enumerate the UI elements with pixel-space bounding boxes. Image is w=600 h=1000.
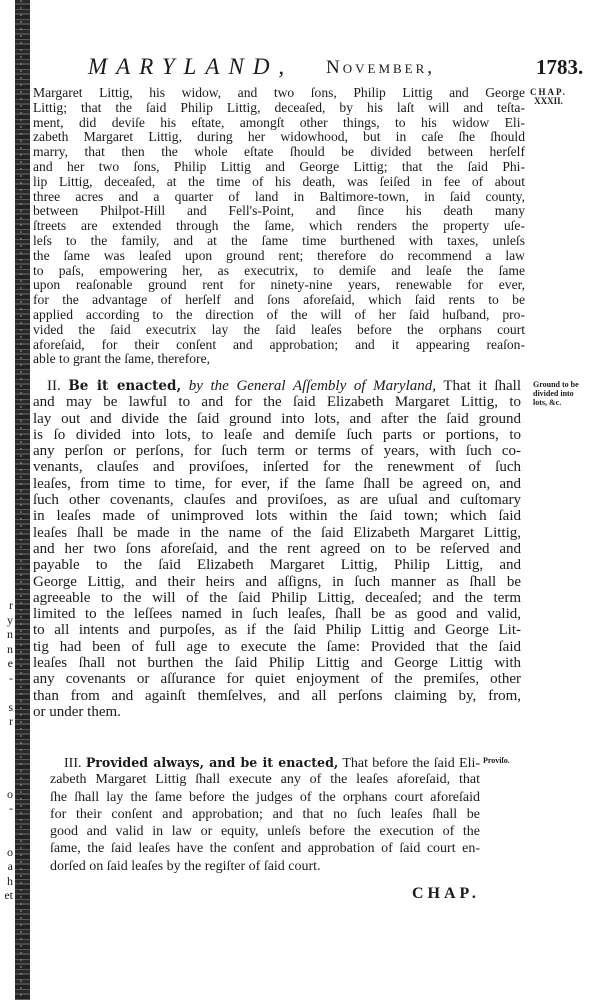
text-line: the ſame was leaſed upon ground rent; therefore do recommend a law: [33, 248, 525, 263]
text-line: any covenants or aſſurance for quiet enjoyment of the premiſes, other: [33, 671, 521, 688]
text-line: upon reaſonable ground rent for ninety-nine years, renewable for ever,: [33, 278, 525, 293]
fragment-letter: n: [7, 627, 13, 641]
fragment-letter: [1, 816, 13, 831]
margin-note-line: lots, &c.: [533, 398, 562, 407]
text-line: any perſon or perſons, for ſuch term or terms of years, with ſuch co-: [33, 443, 521, 460]
text-line: ſhe ſhall lay the ſame before the judges of the orphans court aforeſaid: [50, 789, 480, 805]
section-number: III.: [64, 756, 82, 771]
fragment-letter: -: [9, 670, 13, 685]
text-line: aforeſaid, for their conſent and approbation; and it appearing reaſon-: [33, 337, 525, 352]
fragment-letter: y: [7, 612, 13, 627]
text-line: zabeth Margaret Littig ſhall execute any of the leaſes aforeſaid, that: [50, 772, 480, 788]
text-line: ſuch other covenants, clauſes and proviſoes, as are uſual and cuſtomary: [33, 492, 521, 509]
text-line: George Littig, and their heirs and aſſigns, in ſuch manner as ſhall be: [33, 573, 521, 590]
preamble-paragraph: [33, 86, 525, 367]
text-line: leaſes ſhall not burthen the ſaid Philip Littig and George Littig with: [33, 655, 521, 672]
section-3-paragraph: [50, 754, 480, 875]
text-line: three acres and a quarter of land in Baltimore-town, in ſaid county,: [33, 189, 525, 204]
section-2-paragraph: [33, 378, 521, 720]
first-line-rest: That before the ſaid Eli-: [342, 756, 480, 771]
fragment-letter: [1, 758, 13, 773]
text-line: lay out and divide the ſaid ground into lots, and after the ſaid ground: [33, 410, 521, 427]
chapter-number: XXXII.: [534, 96, 563, 106]
text-line: between Philpot-Hill and Fell's-Point, and ſince his death many: [33, 204, 525, 219]
fragment-letter: o: [7, 844, 13, 859]
fragment-letter: a: [7, 859, 13, 873]
fragment-letter: s: [8, 699, 13, 714]
text-line: vided the ſaid executrix lay the ſaid leaſes before the orphans court: [33, 322, 525, 337]
text-line: applied according to the direction of the will of her ſaid huſband, pro-: [33, 307, 525, 322]
book-binding-gutter: [15, 0, 30, 1000]
text-line: leaſes, from time to time, for ever, if the ſame ſhall be agreed on, and: [33, 475, 521, 492]
fragment-letter: [1, 685, 13, 700]
fragment-letter: [1, 772, 13, 787]
text-line: for the advantage of herſelf and ſons aforeſaid, which ſaid rents to be: [33, 293, 525, 308]
text-line: and her two ſons, Philip Littig and George Littig; that the ſaid Phi-: [33, 159, 525, 174]
fragment-letter: r: [9, 598, 13, 612]
text-line: and her two ſons aforeſaid, and the rent agreed on to be reſerved and: [33, 540, 521, 557]
enacting-words: Provided always, and be it enacted,: [85, 755, 339, 770]
text-line: good and valid in law or equity, unleſs before the execution of the: [50, 824, 480, 840]
text-line: Margaret Littig, his widow, and two ſons, Philip Littig and George: [33, 86, 525, 100]
text-line: leaſes ſhall be made in the name of the ſaid Elizabeth Margaret Littig,: [33, 524, 521, 541]
fragment-letter: e: [7, 656, 13, 670]
running-header: [88, 54, 588, 82]
fragment-letter: [1, 830, 13, 845]
fragment-letter: h: [7, 873, 13, 888]
fragment-letter: o: [7, 786, 13, 801]
fragment-letter: [1, 729, 13, 744]
section-number: II.: [47, 378, 61, 394]
text-line: payable to the ſaid Elizabeth Margaret Littig, Philip Littig, and: [33, 557, 521, 574]
section-2-first-line: [33, 378, 521, 394]
catchword: CHAP.: [412, 885, 480, 902]
text-line: lip Littig, deceaſed, at the time of his death, was ſeiſed in fee of about: [33, 174, 525, 189]
text-line: Littig; that the ſaid Philip Littig, deceaſed, by his laſt will and teſta-: [33, 100, 525, 115]
text-line: ment, did deviſe his eſtate, amongſt other things, to his widow Eli-: [33, 115, 525, 130]
text-line: limited to the leſſees named in ſuch leaſes, ſhall be as good and valid,: [33, 606, 521, 623]
text-line: is ſo divided into lots, to leaſe and demiſe ſuch parts or portions, to: [33, 426, 521, 443]
fragment-letter: n: [7, 641, 13, 656]
text-line: dorſed on ſaid leaſes by the regiſter of ſaid court.: [50, 858, 321, 874]
text-line: zabeth Margaret Littig, during her widowhood, but in caſe ſhe ſhould: [33, 130, 525, 145]
header-year: 1783.: [536, 55, 584, 79]
text-line: leſs to the family, and at the ſame time burthened with taxes, unleſs: [33, 233, 525, 248]
text-line: ſame, the ſaid leaſes have the conſent and approbation of ſaid court en-: [50, 841, 480, 857]
chapter-marker: [530, 88, 567, 106]
enacting-words: Be it enacted,: [68, 378, 182, 394]
fragment-letter: [1, 743, 13, 758]
chapter-label: CHAP.: [530, 87, 567, 97]
text-line: able to grant the ſame, therefore,: [33, 352, 211, 367]
section-3-first-line: [50, 754, 480, 771]
fragment-letter: r: [9, 714, 13, 728]
margin-note-line: Ground to be: [533, 380, 579, 389]
text-line: to paſs, empowering her, as executrix, to demiſe and leaſe the ſame: [33, 263, 525, 278]
text-line: venants, clauſes and proviſoes, inſerted for the renewment of ſuch: [33, 459, 521, 476]
fragment-letter: et: [4, 888, 13, 902]
text-line: or under them.: [33, 703, 121, 720]
text-line: to all intents and purpoſes, as if the ſaid Philip Littig and George Lit-: [33, 622, 521, 639]
header-state: MARYLAND,: [88, 54, 294, 79]
margin-note-ground-divided: [533, 380, 579, 407]
previous-page-fragments: [1, 598, 13, 903]
margin-note-proviso: Proviſo.: [483, 756, 510, 765]
text-line: than from and againſt themſelves, and all perſons claiming by, from,: [33, 687, 521, 704]
fragment-letter: -: [9, 801, 13, 815]
text-line: in leaſes made of unimproved lots within the ſaid town; which ſaid: [33, 508, 521, 525]
first-line-rest: That it ſhall: [443, 378, 521, 394]
text-line: tig had been of full age to execute the ſame: Provided that the ſaid: [33, 638, 521, 655]
enacting-authority: by the General Aſſembly of Maryland,: [188, 378, 437, 394]
header-month: November,: [326, 57, 436, 78]
text-line: agreeable to the will of the ſaid Philip Littig, deceaſed; and the term: [33, 589, 521, 606]
text-line: marry, that then the whole eſtate ſhould be divided between herſelf: [33, 145, 525, 160]
text-line: and may be lawful to and for the ſaid Elizabeth Margaret Littig, to: [33, 394, 521, 411]
text-line: for their conſent and approbation; and that no ſuch leaſes ſhall be: [50, 806, 480, 822]
text-line: ſtreets are extended through the ſame, which renders the property uſe-: [33, 219, 525, 234]
margin-note-line: divided into: [533, 389, 574, 398]
